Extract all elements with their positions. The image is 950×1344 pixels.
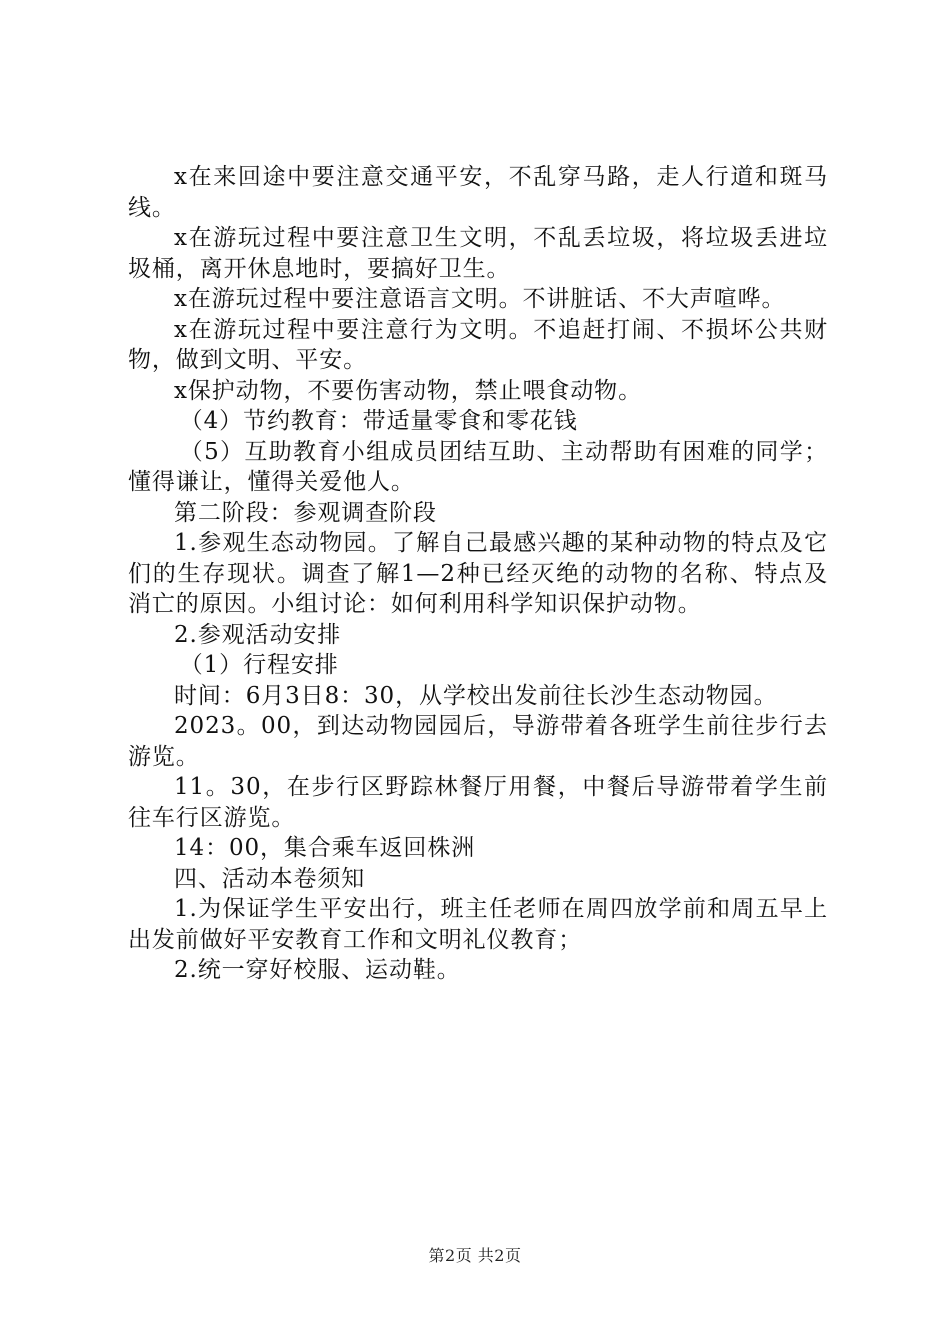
paragraph-notice-uniform: 2.统一穿好校服、运动鞋。 xyxy=(174,957,461,983)
paragraph-mutual-help: （5）互助教育小组成员团结互助、主动帮助有困难的同学；懂得谦让，懂得关爱他人。 xyxy=(128,438,828,495)
paragraph-traffic-safety: x在来回途中要注意交通平安，不乱穿马路，走人行道和斑马线。 xyxy=(128,164,828,221)
paragraph-itinerary-heading: （1）行程安排 xyxy=(179,652,339,678)
paragraph-language: x在游玩过程中要注意语言文明。不讲脏话、不大声喧哗。 xyxy=(174,286,786,312)
document-body xyxy=(128,162,828,986)
paragraph-protect-animals: x保护动物，不要伤害动物，禁止喂食动物。 xyxy=(174,377,642,404)
paragraph-stage-two-heading: 第二阶段：参观调查阶段 xyxy=(174,499,437,526)
paragraph-notice-safety: 1.为保证学生平安出行，班主任老师在周四放学前和周五早上出发前做好平安教育工作和文明礼仪教育； xyxy=(128,896,828,953)
page-number-footer: 第2页 共2页 xyxy=(428,1246,522,1265)
paragraph-visit-zoo: 1.参观生态动物园。了解自己最感兴趣的某种动物的特点及它们的生存现状。调查了解1—2种已经灭绝的动物的名称、特点及消亡的原因。小组讨论：如何利用科学知识保护动物。 xyxy=(128,530,828,617)
paragraph-hygiene: x在游玩过程中要注意卫生文明，不乱丢垃圾，将垃圾丢进垃圾桶，离开休息地时，要搞好卫生。 xyxy=(128,225,828,282)
paragraph-thrift: （4）节约教育：带适量零食和零花钱 xyxy=(179,408,578,434)
paragraph-return: 14：00，集合乘车返回株洲 xyxy=(174,835,476,861)
paragraph-visit-arrangement: 2.参观活动安排 xyxy=(174,621,342,648)
paragraph-arrival: 2023。00，到达动物园园后，导游带着各班学生前往步行去游览。 xyxy=(128,713,828,770)
paragraph-departure-time: 时间：6月3日8：30，从学校出发前往长沙生态动物园。 xyxy=(174,682,778,709)
paragraph-lunch: 11。30，在步行区野踪林餐厅用餐，中餐后导游带着学生前往车行区游览。 xyxy=(128,774,828,831)
paragraph-behavior: x在游玩过程中要注意行为文明。不追赶打闹、不损坏公共财物，做到文明、平安。 xyxy=(128,316,828,373)
paragraph-notice-heading: 四、活动本卷须知 xyxy=(174,865,366,892)
